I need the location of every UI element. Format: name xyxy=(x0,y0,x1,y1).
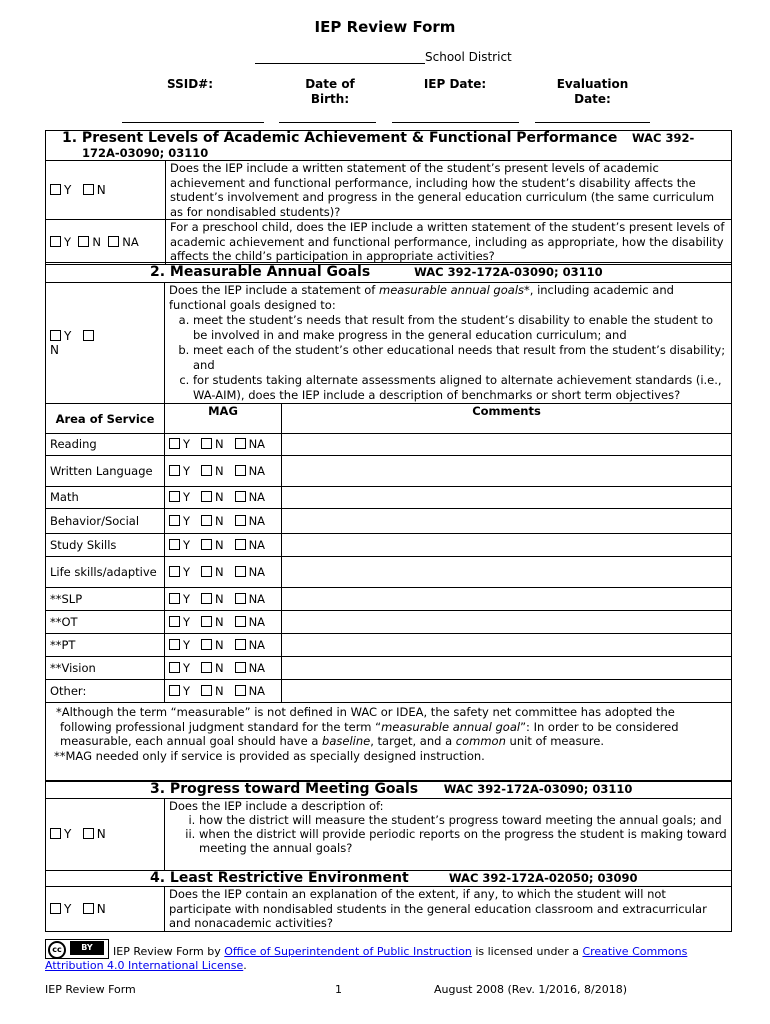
section-1-q1-answer: Y N xyxy=(46,161,166,220)
service-row xyxy=(46,588,732,611)
section-2-list xyxy=(169,313,727,403)
na-checkbox[interactable] xyxy=(235,438,246,449)
yes-checkbox[interactable] xyxy=(169,616,180,627)
no-label: N xyxy=(50,343,59,357)
form-title: IEP Review Form xyxy=(314,18,456,36)
na-checkbox[interactable] xyxy=(235,539,246,550)
iep-date-label: IEP Date: xyxy=(423,77,487,91)
na-checkbox[interactable] xyxy=(108,236,119,247)
yes-checkbox[interactable] xyxy=(169,438,180,449)
service-row xyxy=(46,434,732,456)
service-area-label: **SLP xyxy=(46,588,165,611)
no-checkbox[interactable] xyxy=(83,903,94,914)
no-checkbox[interactable] xyxy=(201,491,212,502)
comments-cell[interactable] xyxy=(282,434,732,456)
mag-choices: Y N NA xyxy=(165,434,282,456)
section-1-wac-a: WAC 392- xyxy=(631,131,695,145)
mag-choices: Y N NA xyxy=(165,456,282,487)
section-3-list-item: i. how the district will measure the student’s progress toward meeting the annual goals; and xyxy=(199,813,727,827)
comments-cell[interactable] xyxy=(282,557,732,588)
service-row xyxy=(46,680,732,703)
no-checkbox[interactable] xyxy=(83,184,94,195)
no-checkbox[interactable] xyxy=(201,539,212,550)
section-4-title: 4. Least Restrictive Environment xyxy=(150,870,409,887)
section-3-title: 3. Progress toward Meeting Goals xyxy=(150,781,419,798)
mag-choices: Y N NA xyxy=(165,509,282,534)
section-4-wac: WAC 392-172A-02050; 03090 xyxy=(448,871,638,886)
footer-revision: August 2008 (Rev. 1/2016, 8/2018) xyxy=(434,983,628,996)
yes-checkbox[interactable] xyxy=(169,539,180,550)
section-2-list-item: a. meet the student’s needs that result from the student’s disability to enable the student to be involved in and make progress in the general education curriculum; and xyxy=(193,313,727,343)
comments-cell[interactable] xyxy=(282,487,732,509)
mag-choices: Y N NA xyxy=(165,487,282,509)
section-3-header xyxy=(46,781,732,799)
section-2-list-item: c. for students taking alternate assessments aligned to alternate achievement standards (i.e., WA-AIM), does the IEP include a description of benchmarks or short term objectives? xyxy=(193,373,727,403)
service-row xyxy=(46,487,732,509)
iep-date-blank[interactable] xyxy=(392,122,519,123)
service-area-label: Math xyxy=(46,487,165,509)
page-number: 1 xyxy=(335,983,342,996)
no-checkbox[interactable] xyxy=(201,438,212,449)
no-checkbox[interactable] xyxy=(83,828,94,839)
service-row xyxy=(46,557,732,588)
col-mag: MAG xyxy=(165,404,282,434)
service-row xyxy=(46,611,732,634)
section-1-q2-answer: Y N NA xyxy=(46,220,166,265)
no-checkbox[interactable] xyxy=(201,616,212,627)
no-checkbox[interactable] xyxy=(201,662,212,673)
comments-cell[interactable] xyxy=(282,611,732,634)
yes-checkbox[interactable] xyxy=(50,330,61,341)
na-checkbox[interactable] xyxy=(235,685,246,696)
section-2-title: 2. Measurable Annual Goals xyxy=(150,264,371,281)
yes-checkbox[interactable] xyxy=(50,236,61,247)
no-checkbox[interactable] xyxy=(201,515,212,526)
service-area-label: Behavior/Social xyxy=(46,509,165,534)
section-1-q1: Does the IEP include a written statement of the student’s present levels of academic achievement and functional performance, including how the student’s disability affects the student’s involvement and progress in the general education curriculum (the same curriculum as for nondisabled students)? xyxy=(166,161,732,220)
ssid-label: SSID#: xyxy=(166,77,214,91)
license-notice: cc BY IEP Review Form by Office of Superintendent of Public Instruction is licensed under a Creative Commons Attribution 4.0 International License. xyxy=(45,939,735,973)
measurable-footnote: *Although the term “measurable” is not defined in WAC or IDEA, the safety net committee has adopted the following professional judgment standard for the term “measurable annual goal”: In order to be considered measurable, each annual goal should have a baseline, target, and a common unit of measure. xyxy=(56,705,679,748)
section-3-table xyxy=(45,780,732,871)
mag-choices: Y N NA xyxy=(165,657,282,680)
comments-cell[interactable] xyxy=(282,534,732,557)
na-checkbox[interactable] xyxy=(235,491,246,502)
no-checkbox[interactable] xyxy=(201,465,212,476)
mag-choices: Y N NA xyxy=(165,557,282,588)
section-4-header xyxy=(46,871,732,887)
cc-license-link[interactable]: Creative Commons Attribution 4.0 International License xyxy=(45,945,688,972)
eval-date-label: Evaluation Date: xyxy=(556,77,629,106)
section-1-table xyxy=(45,130,732,265)
section-3-list-item: ii. when the district will provide periodic reports on the progress the student is making toward meeting the annual goals? xyxy=(199,827,727,855)
service-row xyxy=(46,456,732,487)
mag-choices: Y N NA xyxy=(165,611,282,634)
col-comments: Comments xyxy=(282,404,732,434)
service-area-label: Reading xyxy=(46,434,165,456)
section-3-answer: Y N xyxy=(46,799,165,871)
section-4-table xyxy=(45,870,732,932)
service-area-label: Study Skills xyxy=(46,534,165,557)
na-checkbox[interactable] xyxy=(235,662,246,673)
cc-by-badge-icon[interactable]: cc BY xyxy=(45,939,109,959)
na-checkbox[interactable] xyxy=(235,616,246,627)
service-area-label: **OT xyxy=(46,611,165,634)
yes-checkbox[interactable] xyxy=(169,515,180,526)
no-checkbox[interactable] xyxy=(201,593,212,604)
col-area-of-service: Area of Service xyxy=(46,404,165,434)
yes-checkbox[interactable] xyxy=(169,639,180,650)
section-2-wac: WAC 392-172A-03090; 03110 xyxy=(414,265,603,280)
yes-checkbox[interactable] xyxy=(50,828,61,839)
service-row xyxy=(46,509,732,534)
yes-checkbox[interactable] xyxy=(169,566,180,577)
no-checkbox[interactable] xyxy=(201,639,212,650)
service-area-label: Other: xyxy=(46,680,165,703)
section-1-header xyxy=(46,131,732,161)
comments-cell[interactable] xyxy=(282,657,732,680)
service-area-label: **PT xyxy=(46,634,165,657)
district-field xyxy=(255,50,512,64)
section-1-wac-b: 172A-03090; 03110 xyxy=(82,145,209,160)
na-checkbox[interactable] xyxy=(235,639,246,650)
no-checkbox[interactable] xyxy=(78,236,89,247)
mag-choices: Y N NA xyxy=(165,634,282,657)
service-area-label: Written Language xyxy=(46,456,165,487)
section-2-list-item: b. meet each of the student’s other educational needs that result from the student’s disability; and xyxy=(193,343,727,373)
comments-cell[interactable] xyxy=(282,509,732,534)
section-2-answer: Y N xyxy=(46,283,165,404)
section-3-question: Does the IEP include a description of: i. how the district will measure the student’s progress toward meeting the annual goals; and ii. when the district will provide periodic reports on the progress the student is making toward meeting the annual goals? xyxy=(165,799,732,871)
na-checkbox[interactable] xyxy=(235,465,246,476)
mag-footnote: **MAG needed only if service is provided as specially designed instruction. xyxy=(54,748,485,763)
district-blank[interactable] xyxy=(255,50,425,64)
service-row xyxy=(46,634,732,657)
section-2-question: Does the IEP include a statement of measurable annual goals*, including academic and functional goals designed to: a. meet the student’s needs that result from the student’s disability to enable the student to be involved in and make progress in the general education curriculum; and b. meet each of the student’s other educational needs that result from the student’s disability; and c. for students taking alternate assessments aligned to alternate achievement standards (i.e., WA-AIM), does the IEP include a description of benchmarks or short term objectives? xyxy=(165,283,732,404)
na-checkbox[interactable] xyxy=(235,593,246,604)
comments-cell[interactable] xyxy=(282,680,732,703)
no-checkbox[interactable] xyxy=(201,685,212,696)
section-3-wac: WAC 392-172A-03090; 03110 xyxy=(443,782,633,797)
na-checkbox[interactable] xyxy=(235,515,246,526)
service-row xyxy=(46,534,732,557)
section-2-footnotes xyxy=(46,703,732,782)
mag-choices: Y N NA xyxy=(165,588,282,611)
yes-checkbox[interactable] xyxy=(169,491,180,502)
comments-cell[interactable] xyxy=(282,456,732,487)
dob-blank[interactable] xyxy=(279,122,376,123)
service-rows xyxy=(46,434,732,703)
section-1-q2: For a preschool child, does the IEP include a written statement of the student’s present levels of academic achievement and functional performance, including as appropriate, how the disability affects the child’s participation in appropriate activities? xyxy=(166,220,732,265)
service-row xyxy=(46,657,732,680)
yes-checkbox[interactable] xyxy=(169,662,180,673)
mag-choices: Y N NA xyxy=(165,534,282,557)
eval-date-blank[interactable] xyxy=(535,122,650,123)
yes-checkbox[interactable] xyxy=(50,184,61,195)
yes-checkbox[interactable] xyxy=(169,593,180,604)
dob-label: Date of Birth: xyxy=(305,77,355,106)
section-3-list xyxy=(169,813,727,855)
no-checkbox[interactable] xyxy=(83,330,94,341)
service-area-label: Life skills/adaptive xyxy=(46,557,165,588)
comments-cell[interactable] xyxy=(282,634,732,657)
section-4-answer: Y N xyxy=(46,887,165,932)
na-checkbox[interactable] xyxy=(235,566,246,577)
footer-left: IEP Review Form xyxy=(45,983,136,996)
section-2-header xyxy=(46,263,732,283)
section-1-title: 1. Present Levels of Academic Achievement & Functional Performance xyxy=(62,130,618,146)
no-checkbox[interactable] xyxy=(201,566,212,577)
section-4-question: Does the IEP contain an explanation of the extent, if any, to which the student will not participate with nondisabled students in the general education classroom and extracurricular and nonacademic activities? xyxy=(165,887,732,932)
comments-cell[interactable] xyxy=(282,588,732,611)
ospi-link[interactable]: Office of Superintendent of Public Instruction xyxy=(224,945,472,958)
yes-checkbox[interactable] xyxy=(169,465,180,476)
ssid-blank[interactable] xyxy=(122,122,264,123)
section-2-table xyxy=(45,262,732,782)
yes-checkbox[interactable] xyxy=(50,903,61,914)
district-label: School District xyxy=(425,50,512,64)
yes-checkbox[interactable] xyxy=(169,685,180,696)
service-area-label: **Vision xyxy=(46,657,165,680)
mag-choices: Y N NA xyxy=(165,680,282,703)
